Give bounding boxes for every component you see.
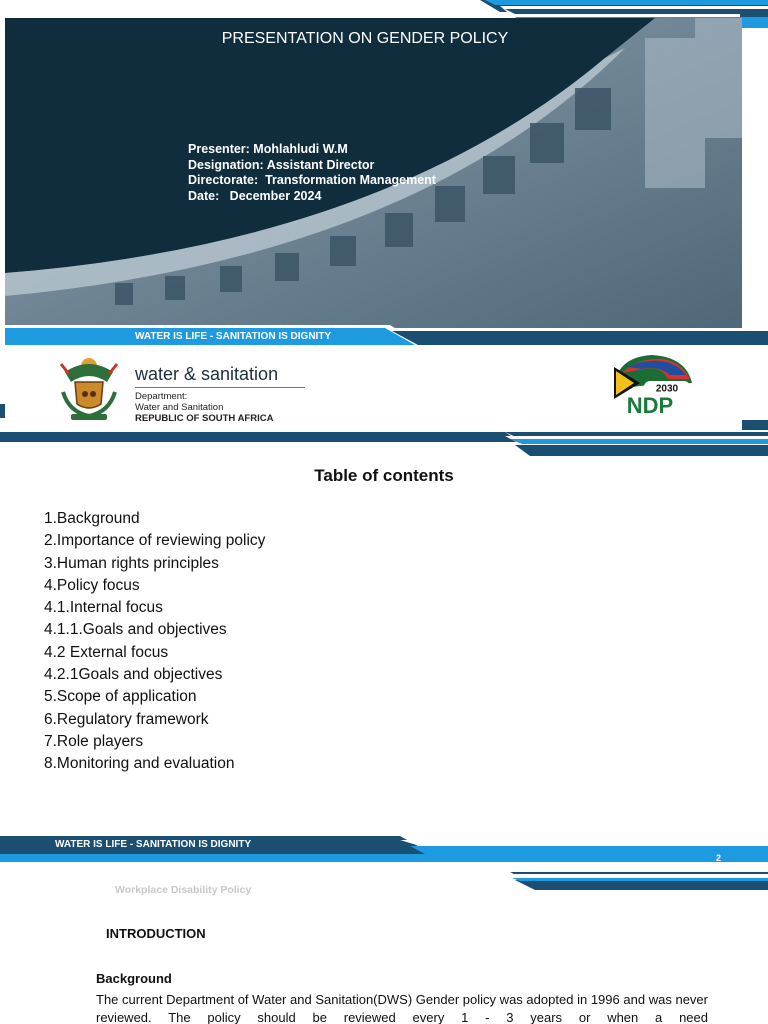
side-marker-left (0, 404, 5, 418)
toc-item: 4.2.1Goals and objectives (44, 666, 223, 684)
toc-item: 4.Policy focus (44, 576, 140, 594)
policy-footer-title: Workplace Disability Policy (115, 884, 252, 896)
presentation-date: Date: December 2024 (188, 188, 322, 203)
section-subheading: Background (96, 971, 172, 986)
presenter-designation: Designation: Assistant Director (188, 157, 375, 172)
republic-label: REPUBLIC OF SOUTH AFRICA (135, 413, 274, 424)
presenter-name: Presenter: Mohlahludi W.M (188, 142, 348, 156)
toc-item: 2.Importance of reviewing policy (44, 532, 266, 550)
toc-item: 1.Background (44, 510, 140, 527)
department-logo (135, 364, 305, 424)
toc-item: 6.Regulatory framework (44, 710, 209, 728)
presenter-directorate: Directorate: Transformation Management (188, 173, 436, 187)
ndp-year: 2030 (655, 383, 679, 395)
toc-slide (0, 432, 768, 872)
toc-title: Table of contents (314, 466, 454, 485)
toc-item: 7.Role players (44, 732, 144, 750)
coat-of-arms-icon (55, 352, 123, 424)
toc-item: 8.Monitoring and evaluation (44, 755, 235, 773)
section-heading: INTRODUCTION (106, 926, 206, 941)
slogan-band (0, 832, 768, 872)
toc-item: 4.2 External focus (44, 643, 169, 661)
introduction-slide (0, 872, 768, 1024)
toc-list (44, 508, 265, 776)
toc-item: 3.Human rights principles (44, 554, 219, 572)
slogan-band (0, 325, 768, 345)
ndp-logo-icon (608, 353, 696, 417)
page-number: 2 (716, 853, 722, 863)
top-band-decoration (0, 432, 768, 462)
hero-banner (5, 18, 742, 328)
title-slide (0, 0, 768, 432)
side-marker-right (742, 420, 768, 430)
department-subname: Water and Sanitation (135, 402, 224, 413)
toc-item: 5.Scope of application (44, 688, 197, 706)
department-label: Department: (135, 391, 188, 402)
background-paragraph: The current Department of Water and Sanitation(DWS) Gender policy was adopted in 1996 and was never reviewed. The policy should be reviewed every 1 - 3 years or when a need (96, 992, 708, 1024)
presenter-details (188, 142, 436, 204)
toc-item: 4.1.Internal focus (44, 599, 163, 617)
slogan-text: WATER IS LIFE - SANITATION IS DIGNITY (135, 331, 332, 342)
toc-item: 4.1.1.Goals and objectives (44, 621, 227, 639)
department-name: water & sanitation (135, 364, 279, 384)
presentation-title: PRESENTATION ON GENDER POLICY (221, 30, 509, 47)
ndp-text: NDP (626, 393, 674, 417)
slogan-text: WATER IS LIFE - SANITATION IS DIGNITY (55, 839, 252, 850)
department-divider (135, 387, 305, 388)
